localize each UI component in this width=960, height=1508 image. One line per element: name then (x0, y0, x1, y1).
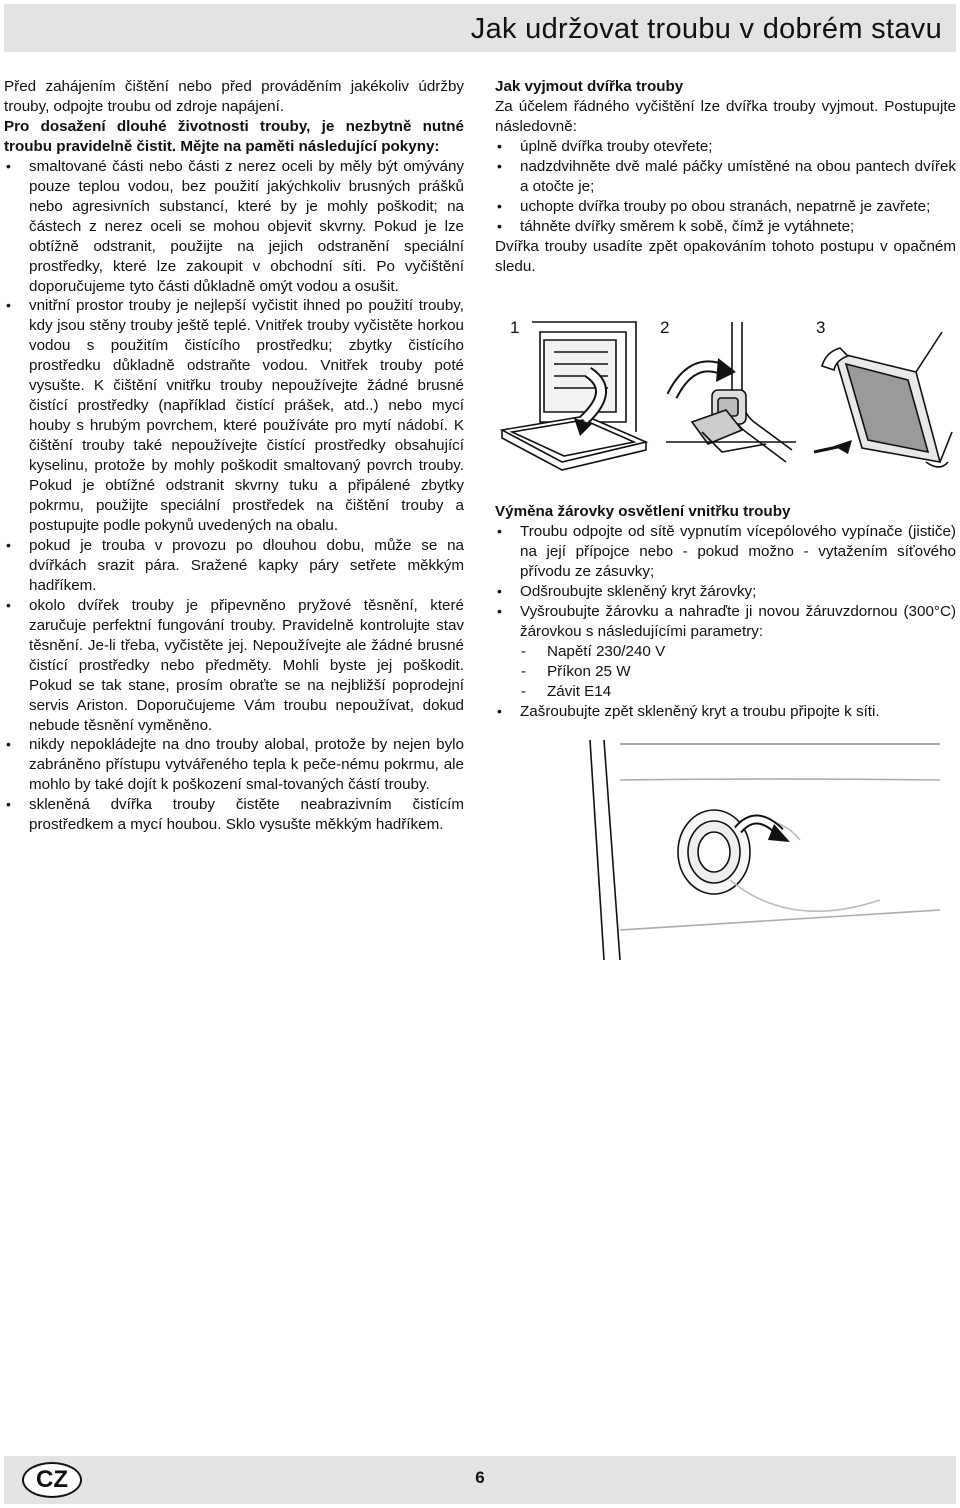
list-item: • Odšroubujte skleněný kryt žárovky; (495, 582, 956, 602)
list-item: • táhněte dvířky směrem k sobě, čímž je vytáhnete; (495, 217, 956, 237)
language-badge: CZ (22, 1462, 82, 1498)
intro-paragraph: Před zahájením čištění nebo před prováděním jakékoliv údržby trouby, odpojte troubu od zdroje napájení. (4, 78, 464, 115)
bulb-final-step (495, 702, 956, 722)
door-removal-steps (495, 137, 956, 237)
door-removal-outro: Dvířka trouby usadíte zpět opakováním tohoto postupu v opačném sledu. (495, 237, 956, 275)
right-column (495, 77, 956, 277)
figure-label-1: 1 (510, 318, 520, 337)
cleaning-list (4, 157, 464, 835)
figure-label-3: 3 (816, 318, 826, 337)
list-item: • uchopte dvířka trouby po obou stranách, nepatrně je zavřete; (495, 197, 956, 217)
door-removal-heading: Jak vyjmout dvířka trouby (495, 78, 684, 95)
intro-bold-paragraph: Pro dosažení dlouhé životnosti trouby, je nezbytně nutné troubu pravidelně čistit. Mějte na paměti následující pokyny: (4, 117, 464, 155)
list-item: - Závit E14 (521, 682, 956, 702)
door-removal-intro: Za účelem řádného vyčištění lze dvířka trouby vyjmout. Postupujte následovně: (495, 97, 956, 135)
page-number: 6 (475, 1468, 485, 1487)
door-removal-illustration (496, 312, 956, 492)
list-item: • nadzdvihněte dvě malé páčky umístěné na obou pantech dvířek a otočte je; (495, 157, 956, 197)
list-item: • Zašroubujte zpět skleněný kryt a troubu připojte k síti. (495, 702, 956, 722)
figure-label-2: 2 (660, 318, 670, 337)
list-item: • smaltované části nebo části z nerez oceli by měly být omývány pouze teplou vodou, bez použití jakýchkoliv brusných prášků nebo agresivních substancí, které by je mohly poškodit; na částech z nerez oceli se mohou objevit skvrny. Pokud je lze obtížně odstranit, použijte na jejich odstranění speciální prostředky, které lze zakoupit v obchodní síti. Po vyčištění doporučujeme tyto části důkladně omýt vodou a osušit. (4, 157, 464, 297)
bulb-section (495, 502, 956, 721)
list-item: • pokud je trouba v provozu po dlouhou dobu, může se na dvířkách srazit pára. Sražené kapky páry setřete měkkým hadříkem. (4, 536, 464, 596)
page-footer (4, 1456, 956, 1504)
list-item: • skleněná dvířka trouby čistěte neabrazivním čistícím prostředkem a mycí houbou. Sklo vysušte měkkým hadříkem. (4, 795, 464, 835)
page-title: Jak udržovat troubu v dobrém stavu (470, 13, 942, 45)
list-item: • vnitřní prostor trouby je nejlepší vyčistit ihned po použití trouby, kdy jsou stěny trouby ještě teplé. Vnitřek trouby vyčistěte horkou vodou s použitím čistícího prostředku; zbytky čistícího prostředku důkladně odstraňte vodou. Vnitřek trouby poté vysušte. K čištění vnitřku trouby nepoužívejte žádné brusné čistící prostředky (například čistící prášek, atd..) nebo mycí houby s hrubým povrchem, které používáte pro mytí nádobí. K čištění trouby také nepoužívejte čistící prostředky obsahující kyselinu, protože by mohly poškodit smaltovaný povrch trouby. Pokud je obtížné odstranit skvrny tuku a připálené zbytky pokrmu, použijte speciální prostředek na čištění trouby a postupujte podle pokynů uvedených na obalu. (4, 296, 464, 535)
list-item: • nikdy nepokládejte na dno trouby alobal, protože by nejen bylo zabráněno přístupu vytvářeného tepla k peče-nému pokrmu, ale mohlo by také dojít k poškození smal-tovaných částí trouby. (4, 735, 464, 795)
oven-door-drawing (496, 312, 956, 492)
list-item: • okolo dvířek trouby je připevněno pryžové těsnění, které zaručuje perfektní fungování trouby. Pravidelně kontrolujte stav těsnění. Je-li třeba, vyčistěte jej. Nepoužívejte ale žádné brusné čistící prostředky nebo předměty. Mohli byste jej poškodit. Pokud se tak stane, prosím obraťte se na nejbližší poprodejní servis Ariston. Doporučujeme Vám troubu nepoužívat, dokud nebude těsnění vyměněno. (4, 596, 464, 736)
bulb-cover-drawing (580, 740, 950, 960)
list-item: • Troubu odpojte od sítě vypnutím vícepólového vypínače (jističe) na její přípojce nebo - pokud možno - vytažením síťového přívodu ze zásuvky; (495, 522, 956, 582)
bulb-parameters (495, 642, 956, 702)
bulb-illustration (580, 740, 950, 960)
list-item: • úplně dvířka trouby otevřete; (495, 137, 956, 157)
list-item: • Vyšroubujte žárovku a nahraďte ji novou žáruvzdornou (300°C) žárovkou s následujícími parametry: (495, 602, 956, 642)
list-item: - Příkon 25 W (521, 662, 956, 682)
bulb-steps (495, 522, 956, 642)
header-bar (4, 4, 956, 52)
bulb-heading: Výměna žárovky osvětlení vnitřku trouby (495, 503, 791, 520)
left-column (4, 77, 464, 835)
list-item: - Napětí 230/240 V (521, 642, 956, 662)
